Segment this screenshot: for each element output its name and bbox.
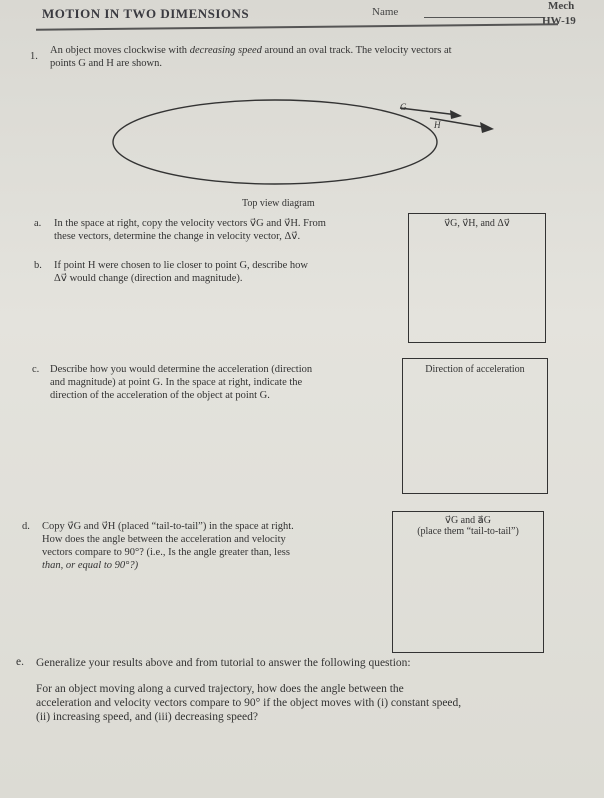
answer-box-d-label1: v⃗G and a⃗G: [445, 515, 491, 526]
question-text-line2: points G and H are shown.: [50, 58, 162, 69]
part-d-line1: Copy v⃗G and v⃗H (placed “tail-to-tail”) in the space at right.: [42, 521, 294, 532]
name-label: Name: [372, 6, 399, 18]
point-g-label: G: [400, 102, 407, 112]
name-field-line[interactable]: [424, 17, 544, 18]
oval-track: [113, 100, 437, 184]
question-emphasis: decreasing speed: [189, 45, 262, 56]
part-a-line1: In the space at right, copy the velocity vectors v⃗G and v⃗H. From: [54, 218, 326, 229]
part-e-line2: For an object moving along a curved trajectory, how does the angle between the: [36, 683, 404, 695]
part-c-line3: direction of the acceleration of the object at point G.: [50, 390, 270, 401]
part-e-intro: Generalize your results above and from tutorial to answer the following question:: [36, 657, 411, 669]
part-d-letter: d.: [22, 521, 30, 532]
question-text-a: An object moves clockwise with: [50, 45, 190, 56]
part-d-text: [42, 520, 392, 572]
part-d-line2: How does the angle between the acceleration and velocity: [42, 534, 286, 545]
part-e-letter: e.: [16, 656, 24, 668]
answer-box-c[interactable]: [402, 358, 548, 494]
part-b-line2: Δv⃗ would change (direction and magnitude).: [54, 273, 243, 284]
velocity-arrowhead-g: [450, 110, 462, 119]
point-h-label: H: [434, 120, 441, 130]
assignment-label: HW-19: [542, 15, 576, 27]
question-text: [50, 44, 550, 70]
answer-box-d-label2: (place them “tail-to-tail”): [417, 526, 519, 537]
answer-box-c-label: Direction of acceleration: [425, 364, 525, 375]
part-b-line1: If point H were chosen to lie closer to point G, describe how: [54, 260, 308, 271]
part-c-line2: and magnitude) at point G. In the space at right, indicate the: [50, 377, 303, 388]
course-label: Mech: [548, 0, 575, 12]
answer-box-a[interactable]: [408, 213, 546, 343]
part-e-line3: acceleration and velocity vectors compare to 90° if the object moves with (i) constant speed,: [36, 697, 462, 709]
part-e-line4: (ii) increasing speed, and (iii) decreasing speed?: [36, 711, 258, 723]
part-b-text: [54, 259, 394, 285]
velocity-vector-g: [400, 108, 458, 115]
question-text-b: around an oval track. The velocity vectors at: [261, 45, 452, 56]
part-e-question: [36, 682, 581, 724]
header-rule: [36, 23, 558, 30]
oval-track-diagram: [100, 90, 500, 200]
worksheet-title: MOTION IN TWO DIMENSIONS: [42, 6, 250, 21]
diagram-caption: Top view diagram: [242, 198, 315, 209]
part-d-line3: vectors compare to 90°? (i.e., Is the angle greater than, less: [42, 547, 290, 558]
part-a-letter: a.: [34, 218, 42, 229]
part-d-line4: than, or equal to 90°?): [42, 560, 139, 571]
velocity-arrowhead-h: [480, 122, 494, 133]
answer-box-a-label: v⃗G, v⃗H, and Δv⃗: [444, 218, 510, 229]
part-a-line2: these vectors, determine the change in velocity vector, Δv⃗.: [54, 231, 301, 242]
part-a-text: [54, 217, 394, 243]
part-b-letter: b.: [34, 260, 42, 271]
part-c-text: [50, 363, 390, 402]
part-c-letter: c.: [32, 364, 40, 375]
part-c-line1: Describe how you would determine the acceleration (direction: [50, 364, 313, 375]
question-number: 1.: [30, 51, 38, 62]
answer-box-d[interactable]: [392, 511, 544, 653]
